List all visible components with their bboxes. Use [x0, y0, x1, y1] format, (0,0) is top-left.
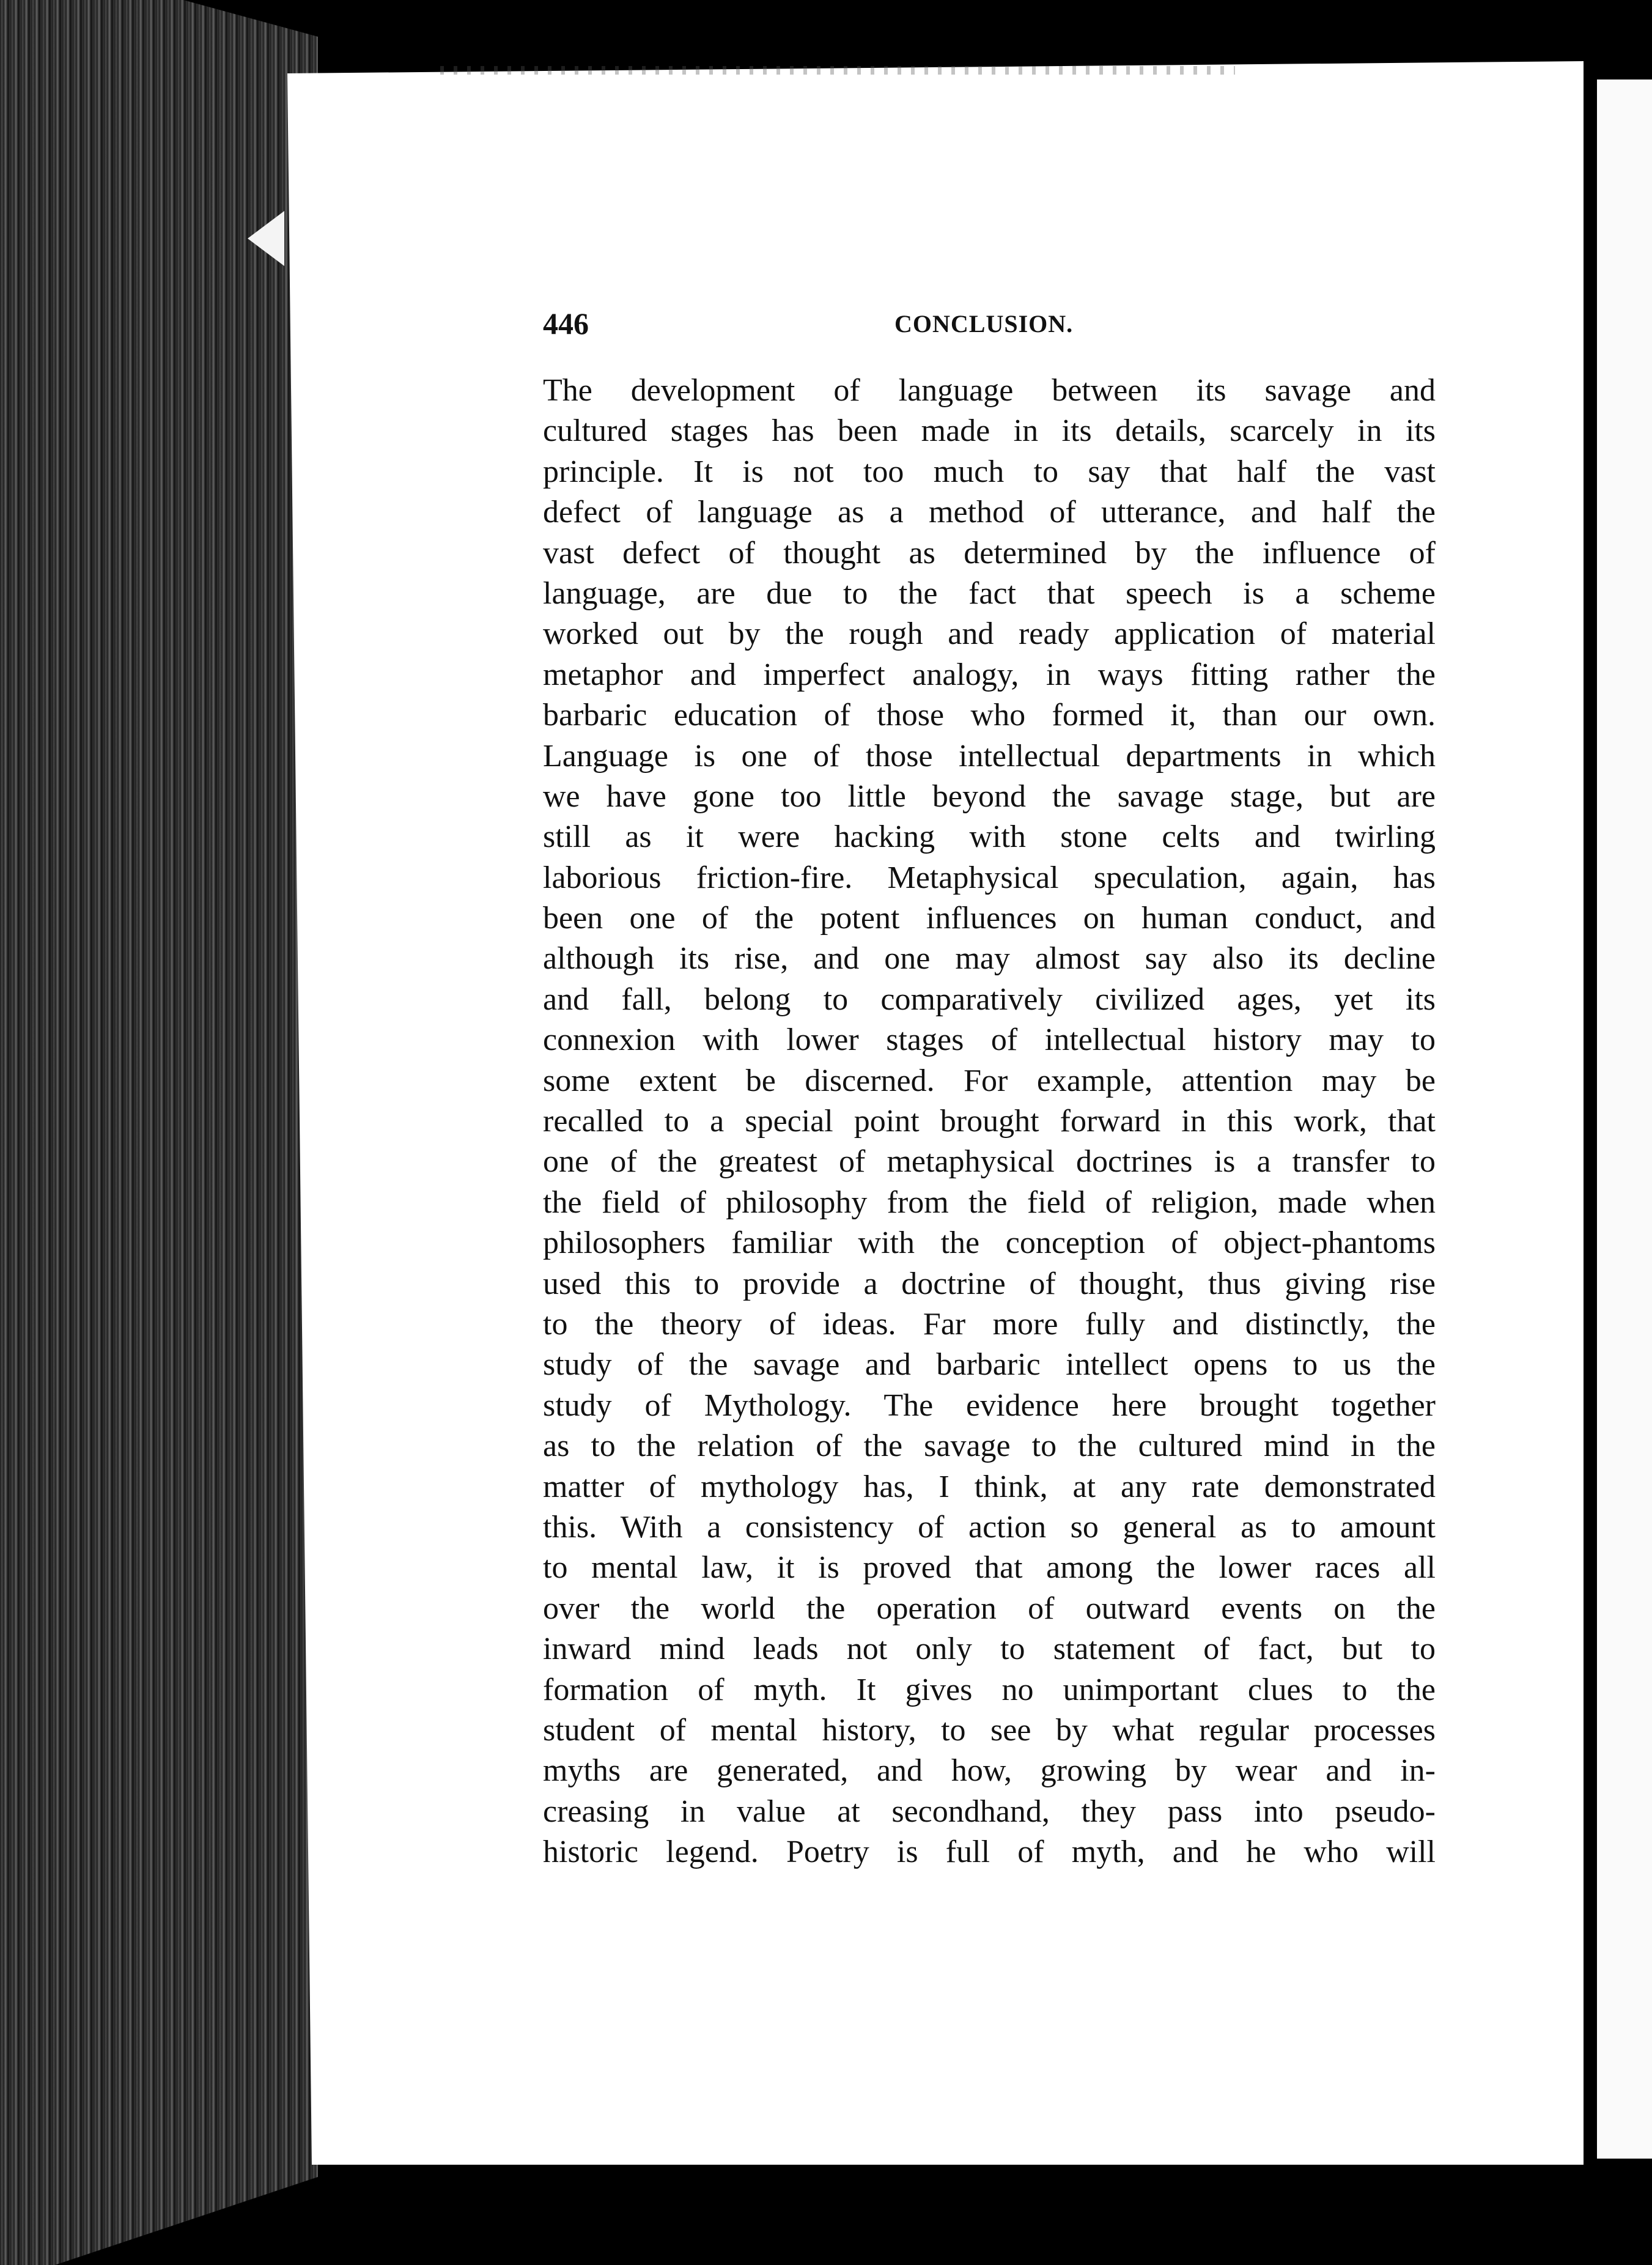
text-line: defect of language as a method of utterance, and half the [543, 495, 1436, 530]
text-line: laborious friction-fire. Metaphysical speculation, again, has [543, 860, 1436, 895]
text-line: language, are due to the fact that speech is a scheme [543, 575, 1436, 611]
body-text [543, 371, 1436, 1872]
text-line: to the theory of ideas. Far more fully and distinctly, the [543, 1306, 1436, 1342]
text-line: been one of the potent influences on human conduct, and [543, 901, 1436, 936]
text-line: one of the greatest of metaphysical doctrines is a transfer to [543, 1144, 1436, 1180]
text-line: vast defect of thought as determined by the influence of [543, 535, 1436, 571]
text-line: philosophers familiar with the conception of object-phantoms [543, 1225, 1436, 1261]
text-line: as to the relation of the savage to the cultured mind in the [543, 1428, 1436, 1464]
text-line: The development of language between its savage and [543, 373, 1436, 408]
text-line: although its rise, and one may almost say also its decline [543, 941, 1436, 977]
book-spine-edge [0, 0, 318, 2265]
text-line: this. With a consistency of action so general as to amount [543, 1509, 1436, 1545]
running-title: CONCLUSION. [894, 310, 1074, 338]
page-number: 446 [543, 306, 589, 341]
text-line: over the world the operation of outward events on the [543, 1591, 1436, 1626]
text-line: used this to provide a doctrine of thought, thus giving rise [543, 1266, 1436, 1301]
text-line: and fall, belong to comparatively civilized ages, yet its [543, 981, 1436, 1017]
text-line: to mental law, it is proved that among the lower races all [543, 1550, 1436, 1586]
text-line: formation of myth. It gives no unimportant clues to the [543, 1672, 1436, 1707]
text-line: Language is one of those intellectual departments in which [543, 738, 1436, 774]
text-line: inward mind leads not only to statement of fact, but to [543, 1631, 1436, 1667]
text-line: barbaric education of those who formed it, than our own. [543, 698, 1436, 733]
adjacent-page-edge [1584, 79, 1652, 2159]
text-line: recalled to a special point brought forward in this work, that [543, 1104, 1436, 1139]
text-line: worked out by the rough and ready application of material [543, 616, 1436, 652]
text-line: study of Mythology. The evidence here brought together [543, 1387, 1436, 1423]
text-line: student of mental history, to see by what regular processes [543, 1712, 1436, 1748]
text-line: connexion with lower stages of intellectual history may to [543, 1022, 1436, 1058]
text-line: some extent be discerned. For example, attention may be [543, 1063, 1436, 1098]
text-line: we have gone too little beyond the savage stage, but are [543, 778, 1436, 814]
text-line: principle. It is not too much to say that half the vast [543, 454, 1436, 489]
text-line: matter of mythology has, I think, at any rate demonstrated [543, 1469, 1436, 1504]
text-line: cultured stages has been made in its details, scarcely in its [543, 413, 1436, 449]
text-line: still as it were hacking with stone celts and twirling [543, 819, 1436, 855]
text-line: myths are generated, and how, growing by wear and in- [543, 1753, 1436, 1789]
page-edge-notch [248, 211, 284, 266]
text-line: creasing in value at secondhand, they pass into pseudo- [543, 1794, 1436, 1829]
text-line: historic legend. Poetry is full of myth, and he who will [543, 1835, 1436, 1870]
text-line: metaphor and imperfect analogy, in ways fitting rather the [543, 657, 1436, 692]
text-line: the field of philosophy from the field of religion, made when [543, 1184, 1436, 1220]
page-header [543, 306, 1442, 349]
scan-smudge [440, 66, 1235, 75]
text-line: study of the savage and barbaric intellect opens to us the [543, 1347, 1436, 1383]
